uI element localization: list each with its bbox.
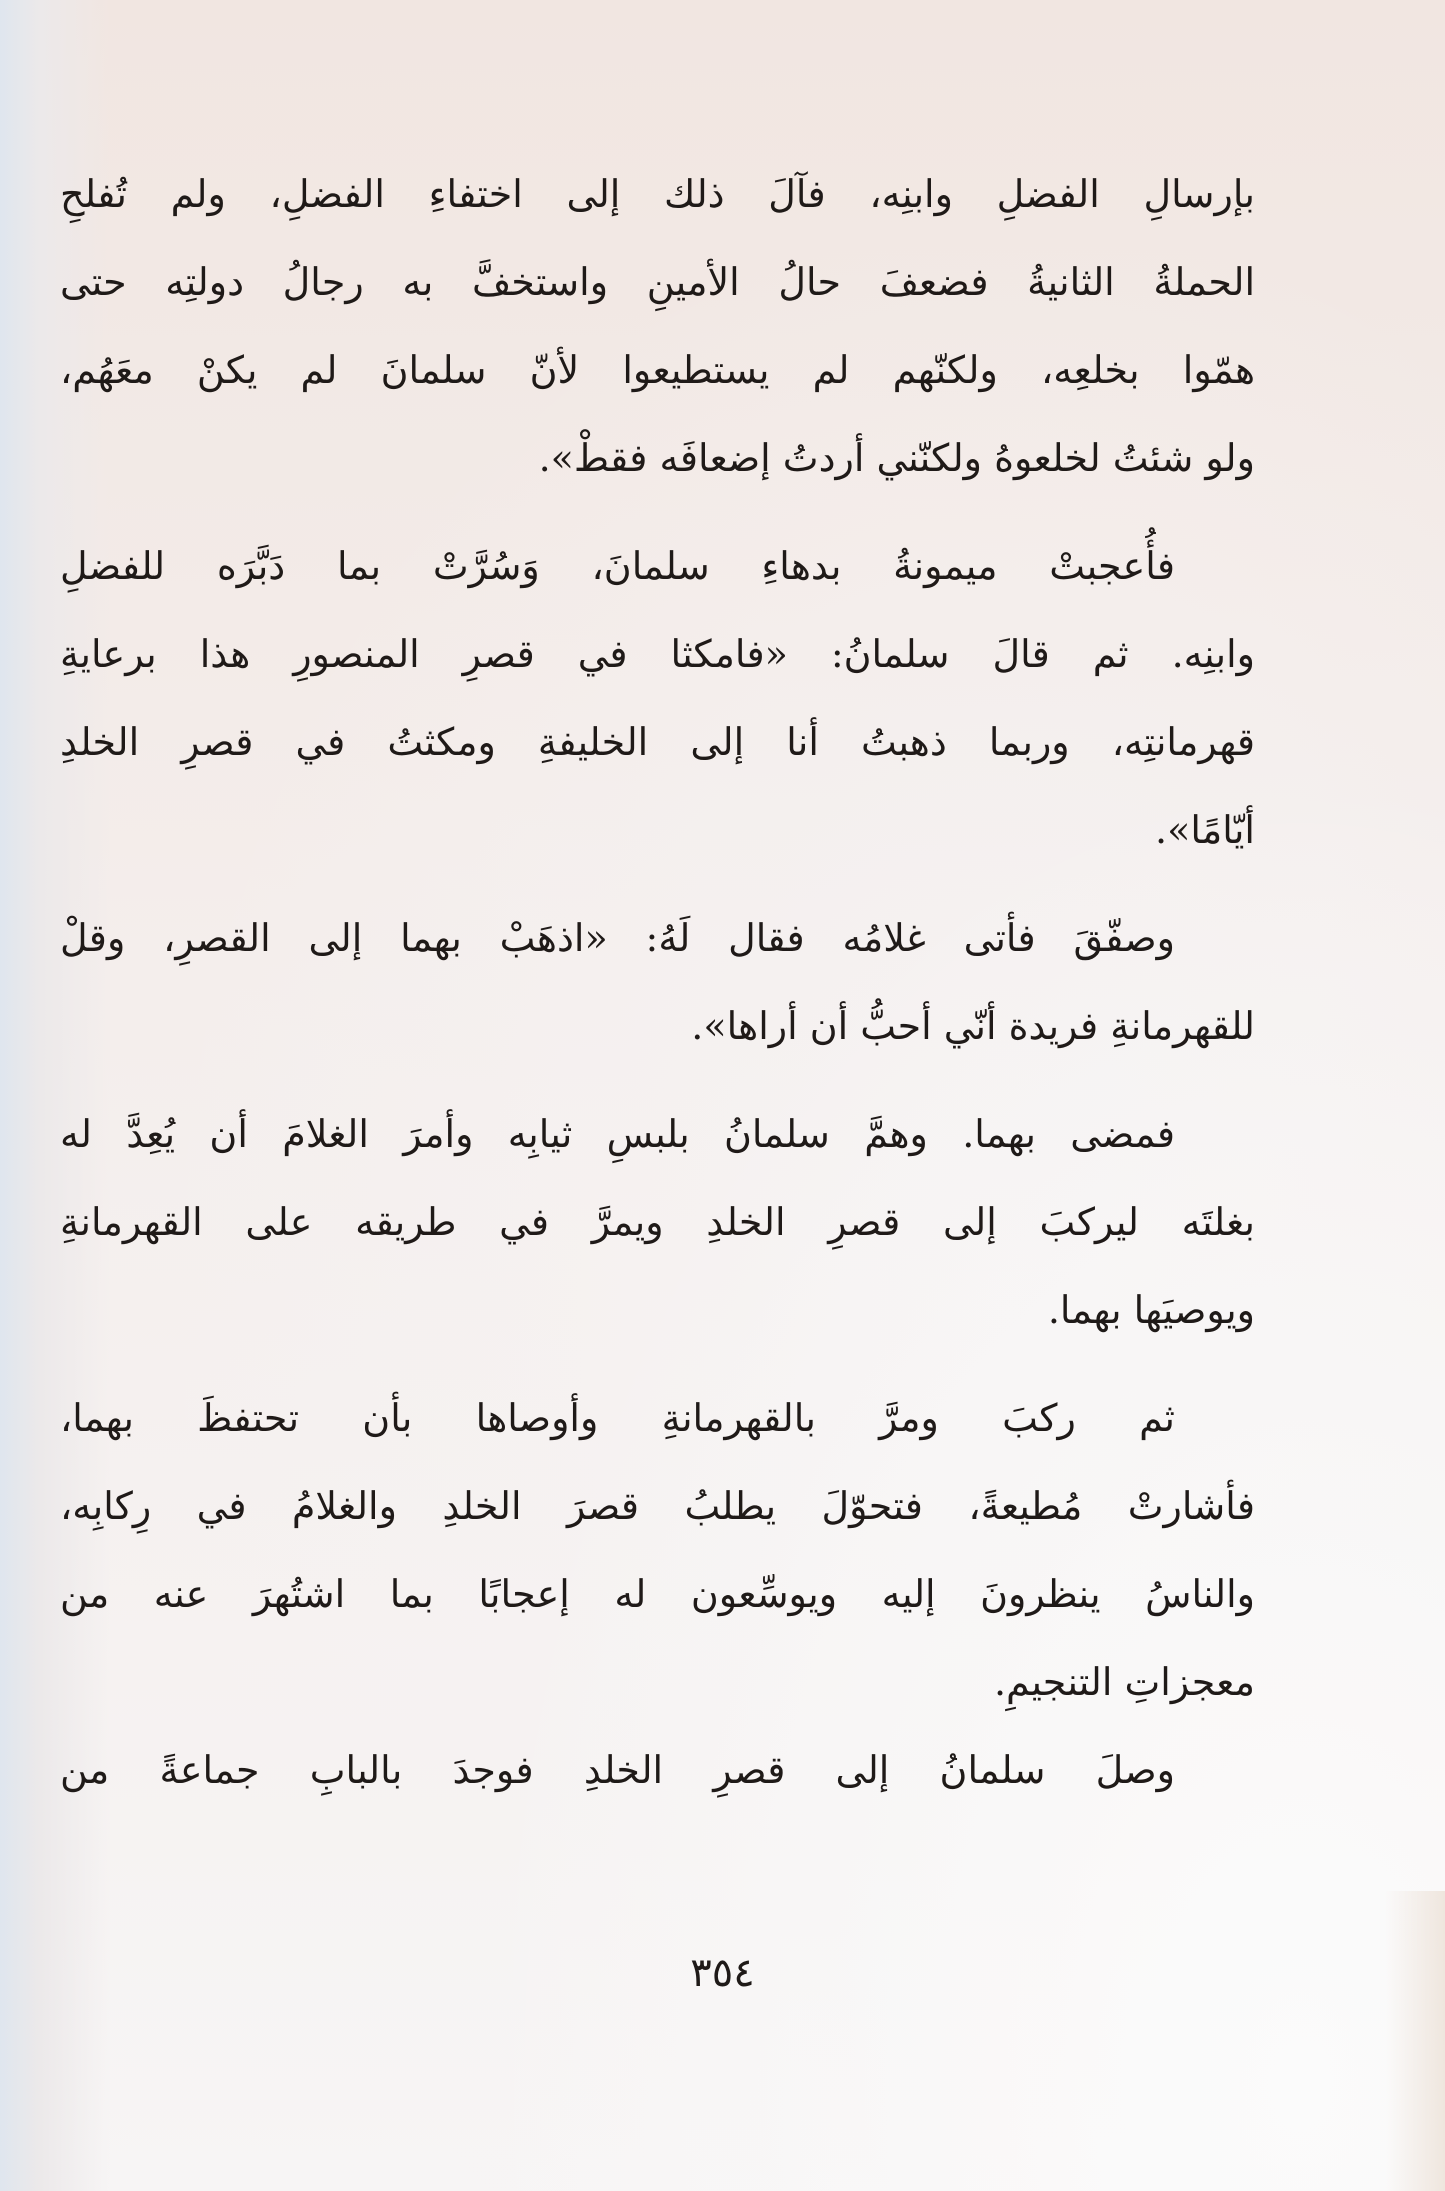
page-number: ٣٥٤: [690, 1950, 755, 1996]
text-line: فأُعجبتْ ميمونةُ بدهاءِ سلمانَ، وَسُرَّتْ بما دَبَّرَه للفضلِ: [60, 544, 1175, 588]
text-line: وصلَ سلمانُ إلى قصرِ الخلدِ فوجدَ بالبابِ جماعةً من: [60, 1748, 1175, 1792]
text-line: وصفّقَ فأتى غلامُه فقال لَهُ: «اذهَبْ بهما إلى القصرِ، وقلْ: [60, 916, 1175, 960]
text-line: قهرمانتِه، وربما ذهبتُ أنا إلى الخليفةِ ومكثتُ في قصرِ الخلدِ: [60, 720, 1255, 764]
paragraph: [60, 894, 1255, 1070]
text-line: فأشارتْ مُطيعةً، فتحوّلَ يطلبُ قصرَ الخلدِ والغلامُ في رِكابِه،: [60, 1484, 1255, 1528]
body-text: [60, 150, 1255, 1814]
text-line: للقهرمانةِ فريدة أنّي أحبُّ أن أراها».: [691, 1004, 1255, 1048]
paragraph: [60, 150, 1255, 502]
paragraph: [60, 1374, 1255, 1726]
text-line: فمضى بهما. وهمَّ سلمانُ بلبسِ ثيابِه وأمرَ الغلامَ أن يُعِدَّ له: [60, 1112, 1175, 1156]
text-line: أيّامًا».: [1155, 808, 1255, 852]
text-line: ولو شئتُ لخلعوهُ ولكنّني أردتُ إضعافَه فقطْ».: [538, 436, 1255, 480]
paragraph: [60, 1726, 1255, 1814]
text-line: الحملةُ الثانيةُ فضعفَ حالُ الأمينِ واستخفَّ به رجالُ دولتِه حتى: [60, 260, 1255, 304]
paragraph: [60, 522, 1255, 874]
text-line: ثم ركبَ ومرَّ بالقهرمانةِ وأوصاها بأن تحتفظَ بهما،: [60, 1396, 1175, 1440]
text-line: بإرسالِ الفضلِ وابنِه، فآلَ ذلك إلى اختفاءِ الفضلِ، ولم تُفلحِ: [60, 172, 1255, 216]
text-line: همّوا بخلعِه، ولكنّهم لم يستطيعوا لأنّ سلمانَ لم يكنْ معَهُم،: [60, 348, 1255, 392]
text-line: ويوصيَها بهما.: [1047, 1288, 1255, 1332]
paragraph: [60, 1090, 1255, 1354]
text-line: والناسُ ينظرونَ إليه ويوسِّعون له إعجابًا بما اشتُهرَ عنه من: [60, 1572, 1255, 1616]
text-line: بغلتَه ليركبَ إلى قصرِ الخلدِ ويمرَّ في طريقه على القهرمانةِ: [60, 1200, 1255, 1244]
text-line: معجزاتِ التنجيمِ.: [993, 1660, 1255, 1704]
text-line: وابنِه. ثم قالَ سلمانُ: «فامكثا في قصرِ المنصورِ هذا برعايةِ: [60, 632, 1255, 676]
